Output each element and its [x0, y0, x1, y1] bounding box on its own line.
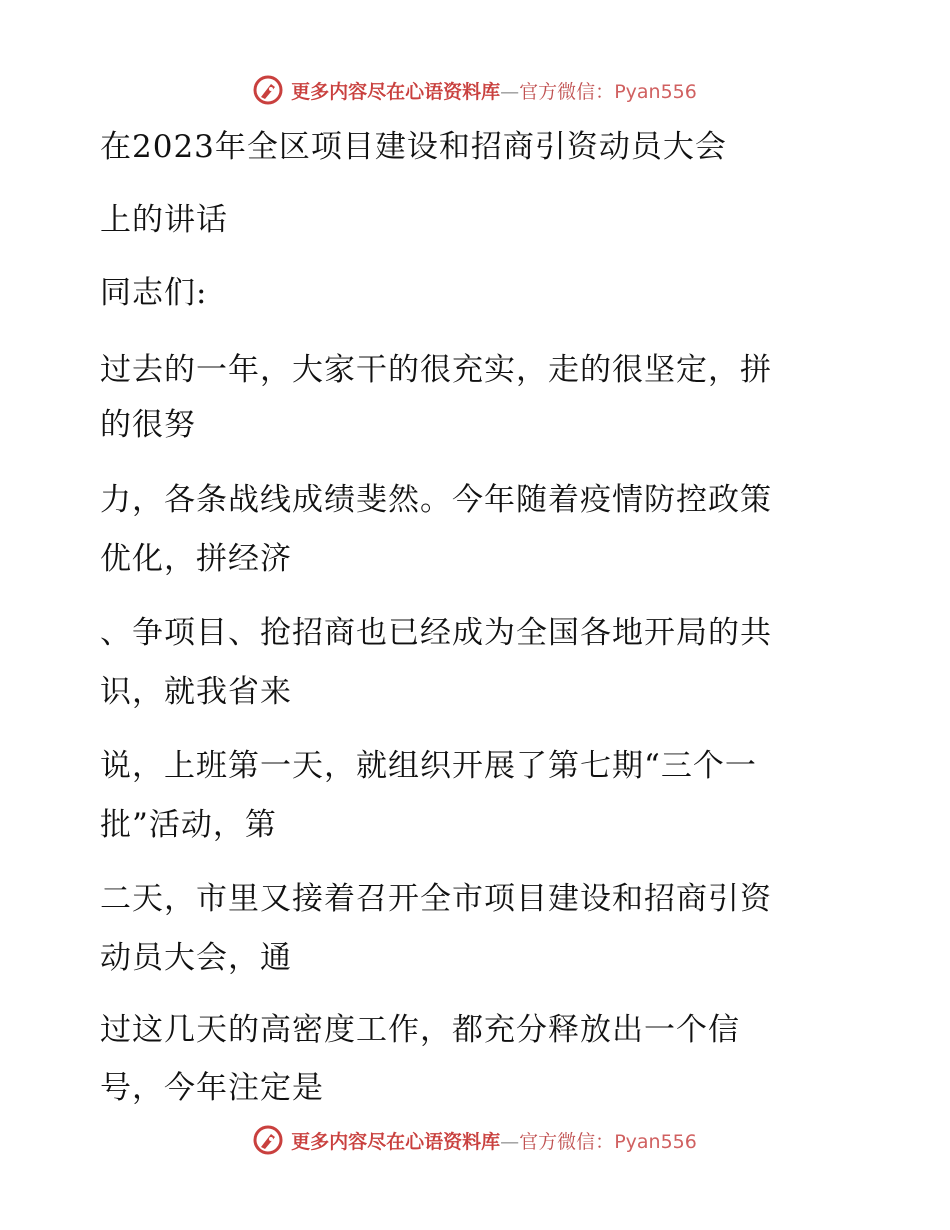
paragraph-line: 说，上班第一天，就组织开展了第七期“三个一: [100, 748, 757, 784]
paragraph-line: 优化，拼经济: [100, 541, 292, 577]
paragraph-line: 二天，市里又接着召开全市项目建设和招商引资: [100, 881, 772, 917]
watermark-separator: —: [500, 1130, 520, 1153]
footer-watermark: [0, 1120, 950, 1160]
salutation: 同志们:: [100, 275, 208, 311]
pen-nib-logo-icon: [253, 75, 283, 105]
title-line-1: 在2023年全区项目建设和招商引资动员大会: [100, 129, 727, 165]
watermark-main: 更多内容尽在心语资料库: [291, 1130, 501, 1153]
watermark-label: 官方微信：: [519, 80, 615, 103]
pen-nib-logo-icon: [253, 1125, 283, 1155]
watermark-id: Pyan556: [614, 1130, 697, 1153]
paragraph-line: 过这几天的高密度工作，都充分释放出一个信: [100, 1012, 740, 1048]
watermark-separator: —: [500, 80, 520, 103]
watermark-label: 官方微信：: [519, 1130, 615, 1153]
paragraph-line: 识，就我省来: [100, 674, 292, 710]
watermark-text: [291, 77, 697, 104]
watermark-id: Pyan556: [614, 80, 697, 103]
paragraph-line: 的很努: [100, 407, 196, 443]
watermark-main: 更多内容尽在心语资料库: [291, 80, 501, 103]
paragraph-line: 批”活动，第: [100, 807, 277, 843]
paragraph-line: 过去的一年，大家干的很充实，走的很坚定，拼: [100, 352, 772, 388]
header-watermark: [0, 70, 950, 110]
paragraph-line: 动员大会，通: [100, 940, 292, 976]
title-line-2: 上的讲话: [100, 202, 228, 238]
paragraph-line: 号，今年注定是: [100, 1070, 324, 1106]
paragraph-line: 力，各条战线成绩斐然。今年随着疫情防控政策: [100, 482, 772, 518]
paragraph-line: 、争项目、抢招商也已经成为全国各地开局的共: [100, 615, 772, 651]
watermark-text: [291, 1127, 697, 1154]
